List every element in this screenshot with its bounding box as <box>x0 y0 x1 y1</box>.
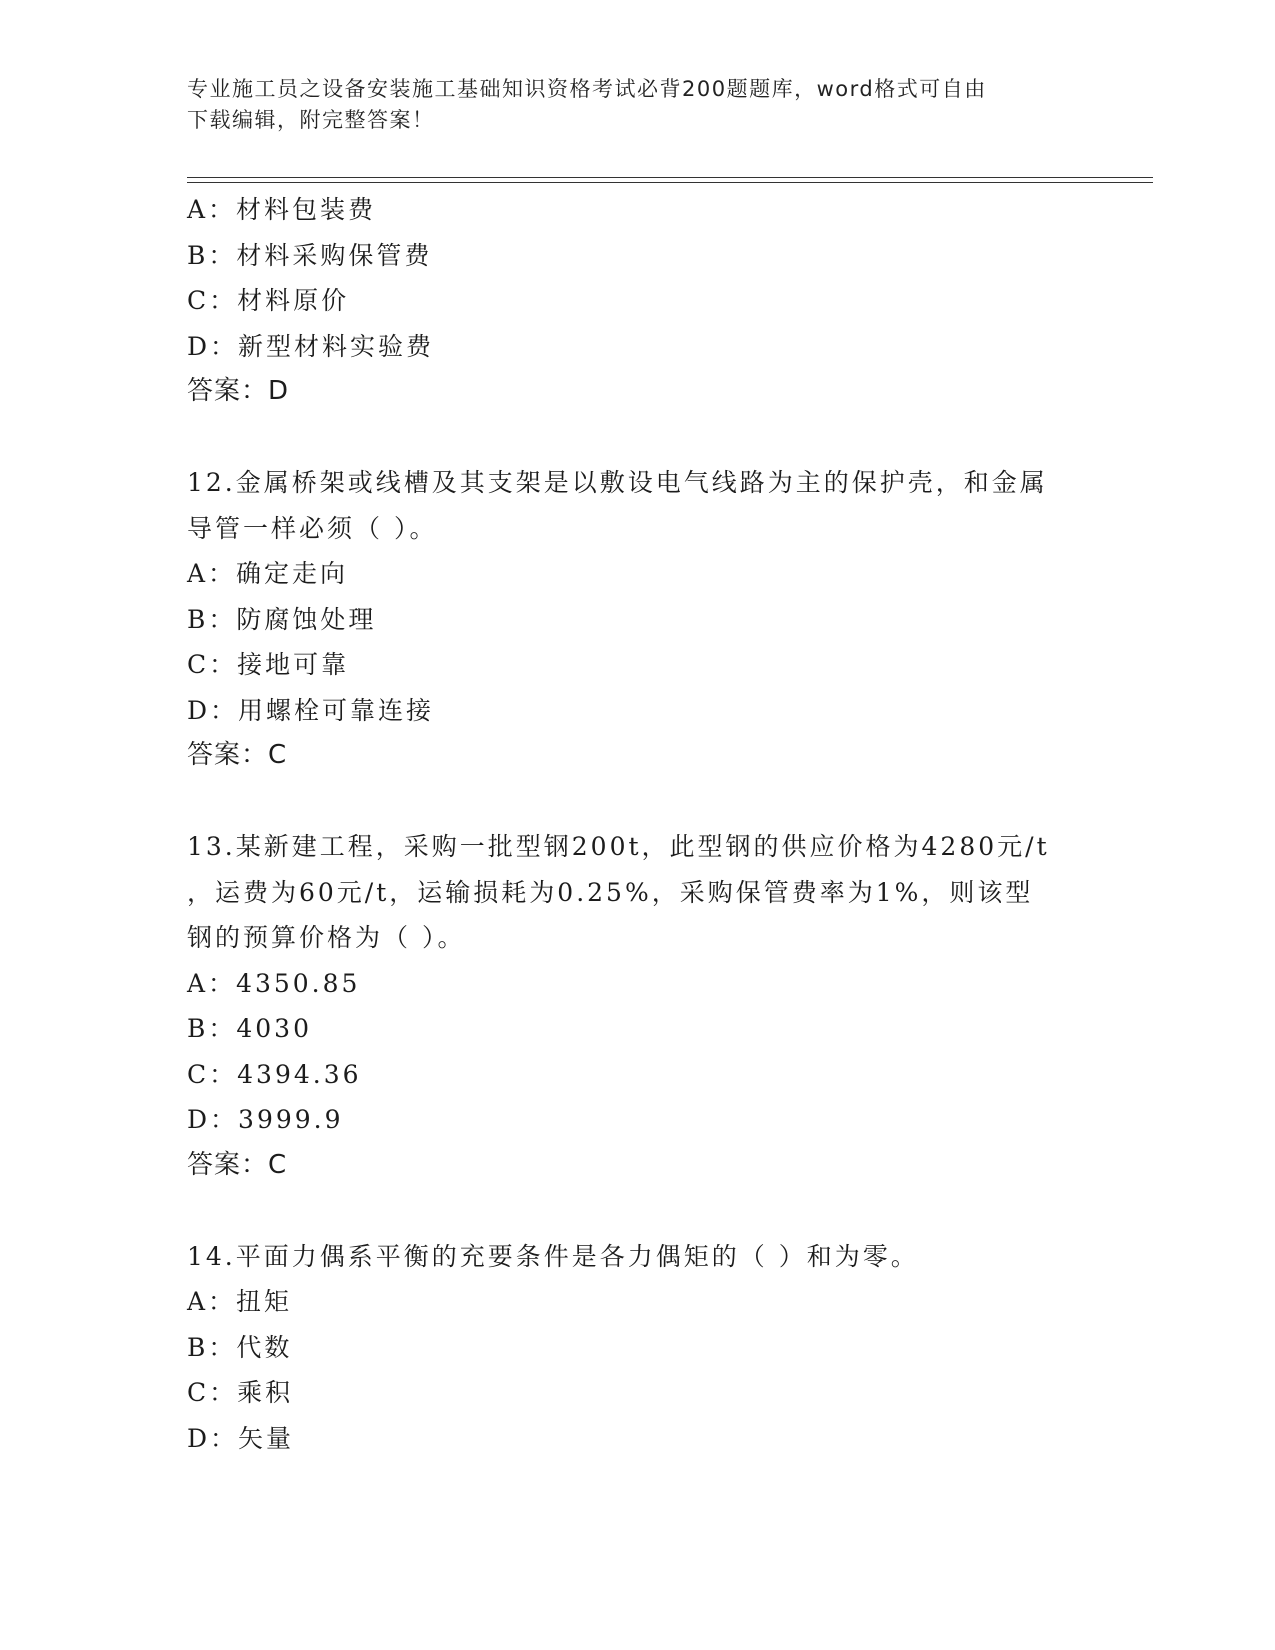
question-stem-line: 钢的预算价格为（ ）。 <box>187 923 466 952</box>
question-stem-line: 13.某新建工程，采购一批型钢200t，此型钢的供应价格为4280元/t <box>187 832 1050 861</box>
question-spacer <box>187 1188 1087 1234</box>
option-c: C：接地可靠 <box>187 650 350 679</box>
question-11 <box>187 187 1087 415</box>
question-spacer <box>187 415 1087 461</box>
option-b: B：防腐蚀处理 <box>187 604 377 634</box>
question-12 <box>187 460 1087 779</box>
answer: 答案：C <box>187 740 288 770</box>
question-stem-line: 导管一样必须（ ）。 <box>187 513 438 543</box>
option-a: A：确定走向 <box>187 559 349 588</box>
answer: 答案：D <box>187 376 290 406</box>
question-list <box>187 187 1087 1461</box>
question-spacer <box>187 779 1087 825</box>
option-b: B：材料采购保管费 <box>187 240 433 270</box>
option-d: D：3999.9 <box>187 1105 344 1134</box>
question-stem-line: ，运费为60元/t，运输损耗为0.25%，采购保管费率为1%，则该型 <box>187 877 1034 907</box>
question-13 <box>187 824 1087 1188</box>
option-a: A：4350.85 <box>187 968 361 998</box>
option-a: A：材料包装费 <box>187 195 377 224</box>
option-d: D：用螺栓可靠连接 <box>187 695 435 725</box>
header-line-2: 下载编辑，附完整答案！ <box>187 108 435 132</box>
option-a: A：扭矩 <box>187 1287 293 1316</box>
document-header <box>187 74 1067 136</box>
option-d: D：新型材料实验费 <box>187 331 435 361</box>
option-c: C：乘积 <box>187 1378 294 1407</box>
option-c: C：材料原价 <box>187 286 350 315</box>
question-stem-line: 14.平面力偶系平衡的充要条件是各力偶矩的（ ）和为零。 <box>187 1241 919 1271</box>
header-line-1: 专业施工员之设备安装施工基础知识资格考试必背200题题库，word格式可自由 <box>187 77 987 101</box>
header-rule-top <box>187 177 1153 178</box>
option-b: B：4030 <box>187 1014 312 1043</box>
option-d: D：矢量 <box>187 1423 295 1453</box>
option-b: B：代数 <box>187 1332 293 1362</box>
header-rule-bottom <box>187 182 1153 183</box>
answer: 答案：C <box>187 1149 288 1180</box>
question-14 <box>187 1234 1087 1462</box>
option-c: C：4394.36 <box>187 1059 362 1089</box>
question-stem-line: 12.金属桥架或线槽及其支架是以敷设电气线路为主的保护壳，和金属 <box>187 468 1048 497</box>
